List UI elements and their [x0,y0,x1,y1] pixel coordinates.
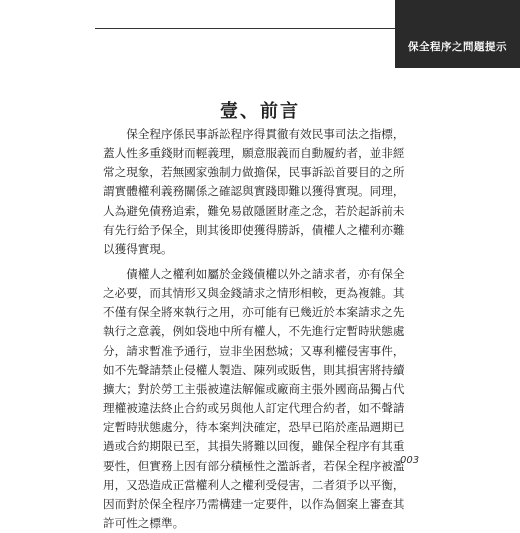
text-line: 謂實體權利義務關係之確認與實踐即難以獲得實現。同理， [103,184,405,199]
text-line: 執行之意義，例如袋地中所有權人，不先進行定暫時狀態處 [103,324,405,339]
text-line: 常之現象，若無國家強制力做擔保，民事訴訟首要目的之所 [103,165,405,180]
text-line: 如不先聲請禁止侵權人製造、陳列或販售，則其損害將持續 [103,362,405,377]
text-line: 不僅有保全將來執行之用，亦可能有已幾近於本案請求之先 [103,305,405,320]
text-line: 定暫時狀態處分，待本案判決確定，恐早已陷於產品週期已 [103,420,405,435]
paragraph-2 [103,265,419,533]
text-line: 有先行給予保全，則其後即使獲得勝訴，債權人之權利亦難 [103,222,405,237]
text-line: 要性，但實務上因有部分積極性之濫訴者，若保全程序被濫 [103,458,405,473]
page-number: 003 [400,455,420,466]
text-line: 債權人之權利如屬於金錢債權以外之請求者，亦有保全 [103,267,405,281]
paragraph-1 [103,125,419,259]
text-line: 許可性之標準。 [103,516,185,531]
running-title: 保全程序之問題提示 [408,41,507,53]
text-line: 過或合約期限已至，其損失將難以回復，雖保全程序有其重 [103,439,405,454]
header-rule [95,28,395,29]
text-line: 因而對於保全程序乃需構建一定要件，以作為個案上審查其 [103,496,405,511]
text-line: 用，又恐造成正當權利人之權利受侵害，二者須予以平衡， [103,477,405,492]
text-line: 擴大；對於勞工主張被違法解僱或廠商主張外國商品獨占代 [103,381,405,396]
text-line: 理權被違法終止合約或另與他人訂定代理合約者，如不聲請 [103,401,405,416]
text-line: 以獲得實現。 [103,241,173,256]
text-line: 蓋人性多重錢財而輕義理，願意服義而自動履約者，並非經 [103,146,405,161]
text-line: 保全程序係民事訴訟程序得貫徹有效民事司法之指標， [103,127,405,141]
section-title: 壹、前言 [220,101,300,122]
text-line: 人為避免債務追索，難免易啟隱匿財產之念，若於起訴前未 [103,203,405,218]
text-line: 分，請求暫准予通行，豈非坐困愁城；又專利權侵害事件， [103,343,405,358]
running-header [395,0,520,68]
text-line: 之必要，而其情形又與金錢請求之情形相較，更為複雜。其 [103,286,405,301]
